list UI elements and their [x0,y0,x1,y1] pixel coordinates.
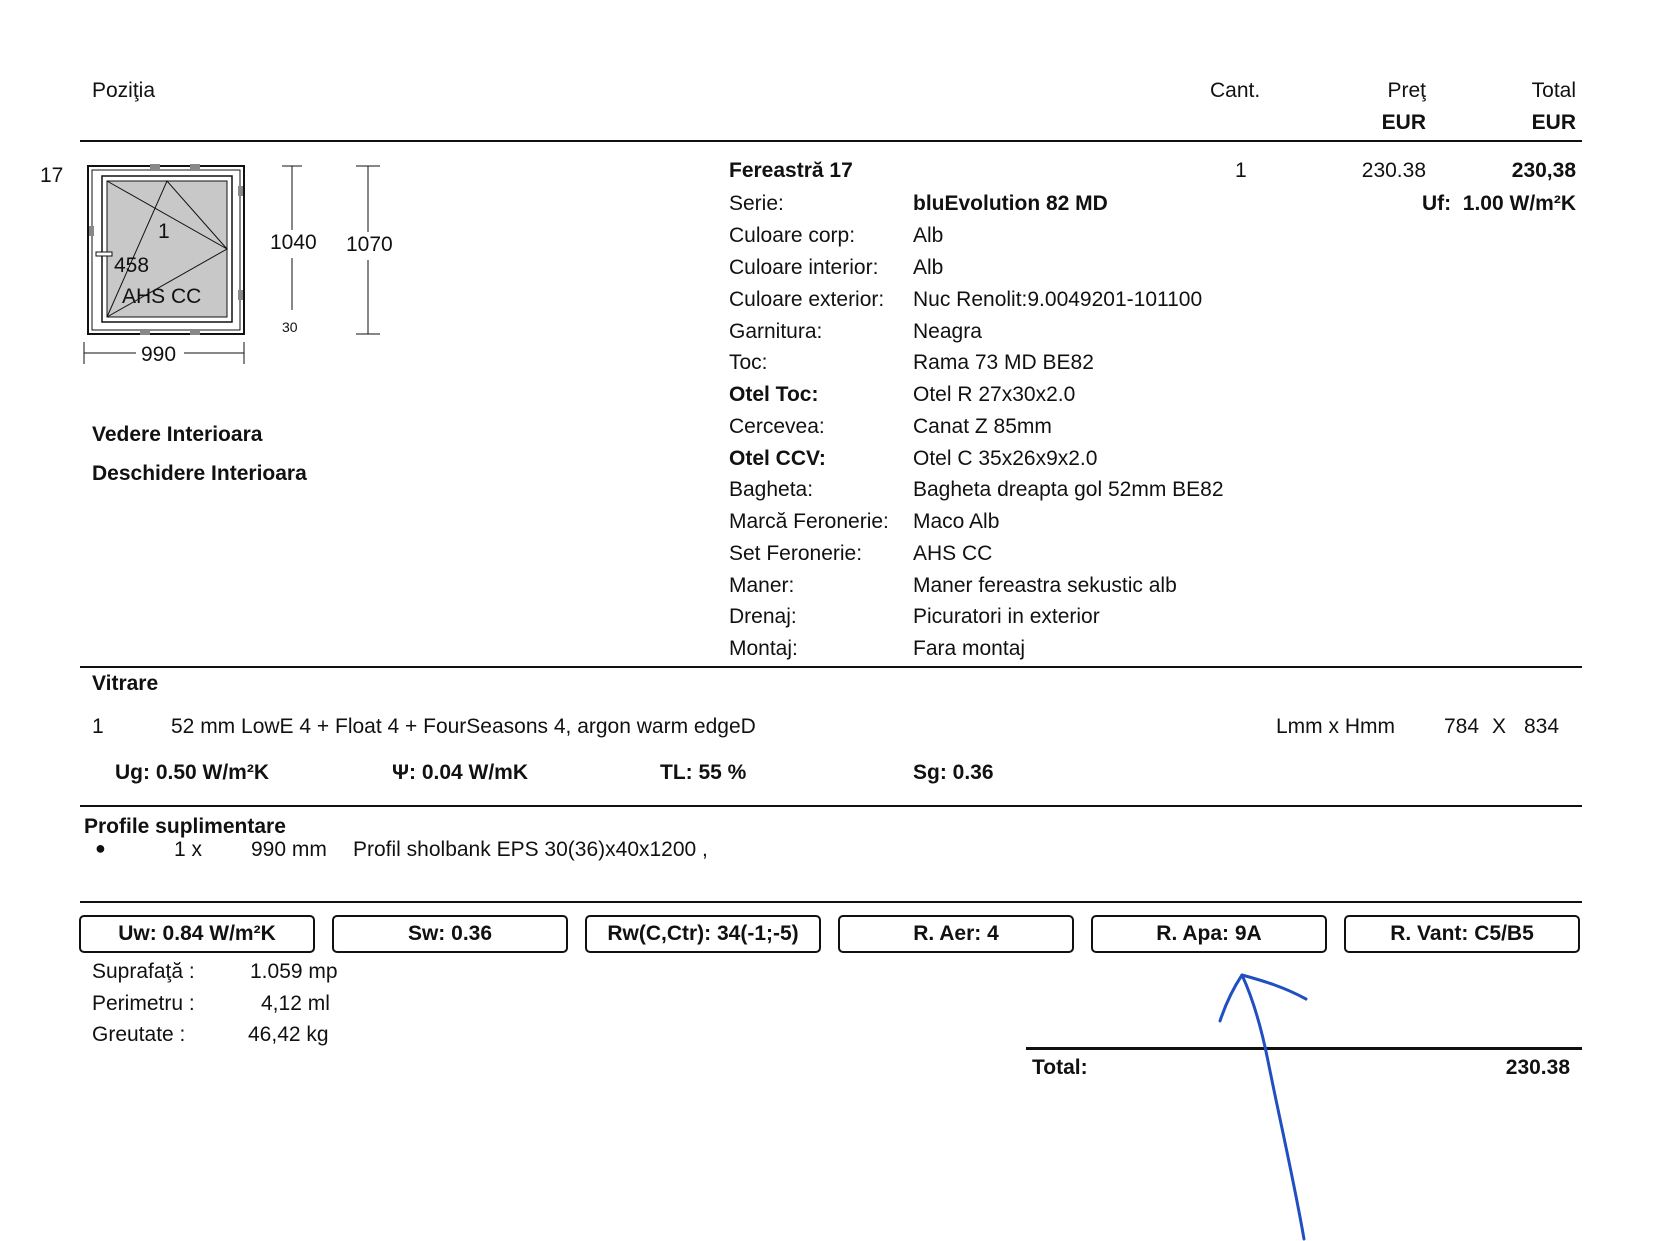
profile-description: Profil sholbank EPS 30(36)x40x1200 , [353,838,708,861]
area-label: Suprafaţă : [92,960,195,983]
spec-label: Cercevea: [729,415,825,438]
glazing-tl: TL: 55 % [660,761,747,784]
uf-value [1300,193,1576,214]
item-price: 230.38 [1361,159,1426,182]
item-name: Fereastră 17 [729,159,853,182]
dimension-sill-height: 30 [282,319,298,335]
header-price: Preţ [1387,79,1426,102]
spec-value: Maner fereastra sekustic alb [913,574,1177,597]
view-label: Vedere Interioara [92,423,263,446]
glazing-height: 834 [1524,715,1560,738]
spec-value: Alb [913,256,944,279]
header-total-currency: EUR [1531,111,1576,134]
handle-height: 458 [114,254,150,277]
profile-bullet: ● [95,838,106,858]
spec-value: Fara montaj [913,637,1026,660]
spec-label: Toc: [729,351,768,374]
glazing-divider [80,666,1582,668]
header-quantity: Cant. [1210,79,1261,102]
spec-value: Neagra [913,320,982,343]
header-total: Total [1531,79,1576,102]
annotation-arrow [1206,961,1346,1241]
opening-label: Deschidere Interioara [92,462,307,485]
spec-label: Montaj: [729,637,798,660]
glazing-dimension-x: X [1492,715,1507,738]
profile-length: 990 mm [251,838,327,861]
rating-water-badge: R. Apa: 9A [1091,915,1327,953]
spec-value: Otel R 27x30x2.0 [913,383,1076,406]
spec-value: AHS CC [913,542,993,565]
item-total: 230,38 [1511,159,1576,182]
header-position: Poziţia [92,79,156,102]
window-drawing [80,160,410,380]
rating-rw-badge: Rw(C,Ctr): 34(-1;-5) [585,915,821,953]
spec-label: Garnitura: [729,320,823,343]
sash-number: 1 [158,220,170,243]
glazing-title: Vitrare [92,672,159,695]
glazing-index: 1 [92,715,104,738]
spec-label: Marcă Feronerie: [729,510,889,533]
rating-sw-badge: Sw: 0.36 [332,915,568,953]
area-value: 1.059 mp [250,960,338,983]
spec-label: Set Feronerie: [729,542,863,565]
dimension-frame-height: 1070 [346,233,393,256]
rating-uw-badge: Uw: 0.84 W/m²K [79,915,315,953]
header-price-currency: EUR [1381,111,1426,134]
spec-value: bluEvolution 82 MD [913,192,1108,215]
ratings-divider [80,901,1582,903]
spec-value: Rama 73 MD BE82 [913,351,1094,374]
spec-value: Nuc Renolit:9.0049201-101100 [913,288,1203,311]
spec-value: Otel C 35x26x9x2.0 [913,447,1098,470]
spec-label: Otel CCV: [729,447,826,470]
window-frame [88,164,244,335]
glazing-dimension-label: Lmm x Hmm [1276,715,1395,738]
uf-number: 1.00 W/m²K [1462,192,1576,215]
dimension-glass-height: 1040 [270,231,317,254]
spec-value: Canat Z 85mm [913,415,1052,438]
spec-label: Maner: [729,574,795,597]
glazing-ug: Ug: 0.50 W/m²K [115,761,270,784]
weight-value: 46,42 kg [248,1023,329,1046]
profile-quantity: 1 x [174,838,203,861]
profiles-divider [80,805,1582,807]
item-quantity: 1 [1235,159,1247,182]
spec-label: Drenaj: [729,605,797,628]
uf-label: Uf: [1421,192,1452,215]
item-index: 17 [40,164,64,187]
spec-label: Serie: [729,192,784,215]
glazing-description: 52 mm LowE 4 + Float 4 + FourSeasons 4, argon warm edgeD [171,715,756,738]
glazing-width: 784 [1444,715,1480,738]
spec-label: Culoare interior: [729,256,879,279]
spec-label: Bagheta: [729,478,814,501]
rating-wind-badge: R. Vant: C5/B5 [1344,915,1580,953]
spec-value: Bagheta dreapta gol 52mm BE82 [913,478,1224,501]
spec-value: Picuratori in exterior [913,605,1100,628]
spec-label: Culoare corp: [729,224,856,247]
spec-value: Maco Alb [913,510,1000,533]
total-value: 230.38 [1505,1056,1570,1079]
profiles-title: Profile suplimentare [84,815,286,838]
rating-air-badge: R. Aer: 4 [838,915,1074,953]
glazing-psi: Ψ: 0.04 W/mK [392,761,529,784]
total-label: Total: [1032,1056,1088,1079]
spec-value: Alb [913,224,944,247]
spec-label: Culoare exterior: [729,288,885,311]
header-divider [80,140,1582,142]
dimension-width: 990 [141,343,177,366]
glazing-sg: Sg: 0.36 [913,761,994,784]
perimeter-label: Perimetru : [92,992,195,1015]
perimeter-value: 4,12 ml [261,992,330,1015]
hardware-label: AHS CC [122,285,202,308]
weight-label: Greutate : [92,1023,186,1046]
spec-label: Otel Toc: [729,383,819,406]
